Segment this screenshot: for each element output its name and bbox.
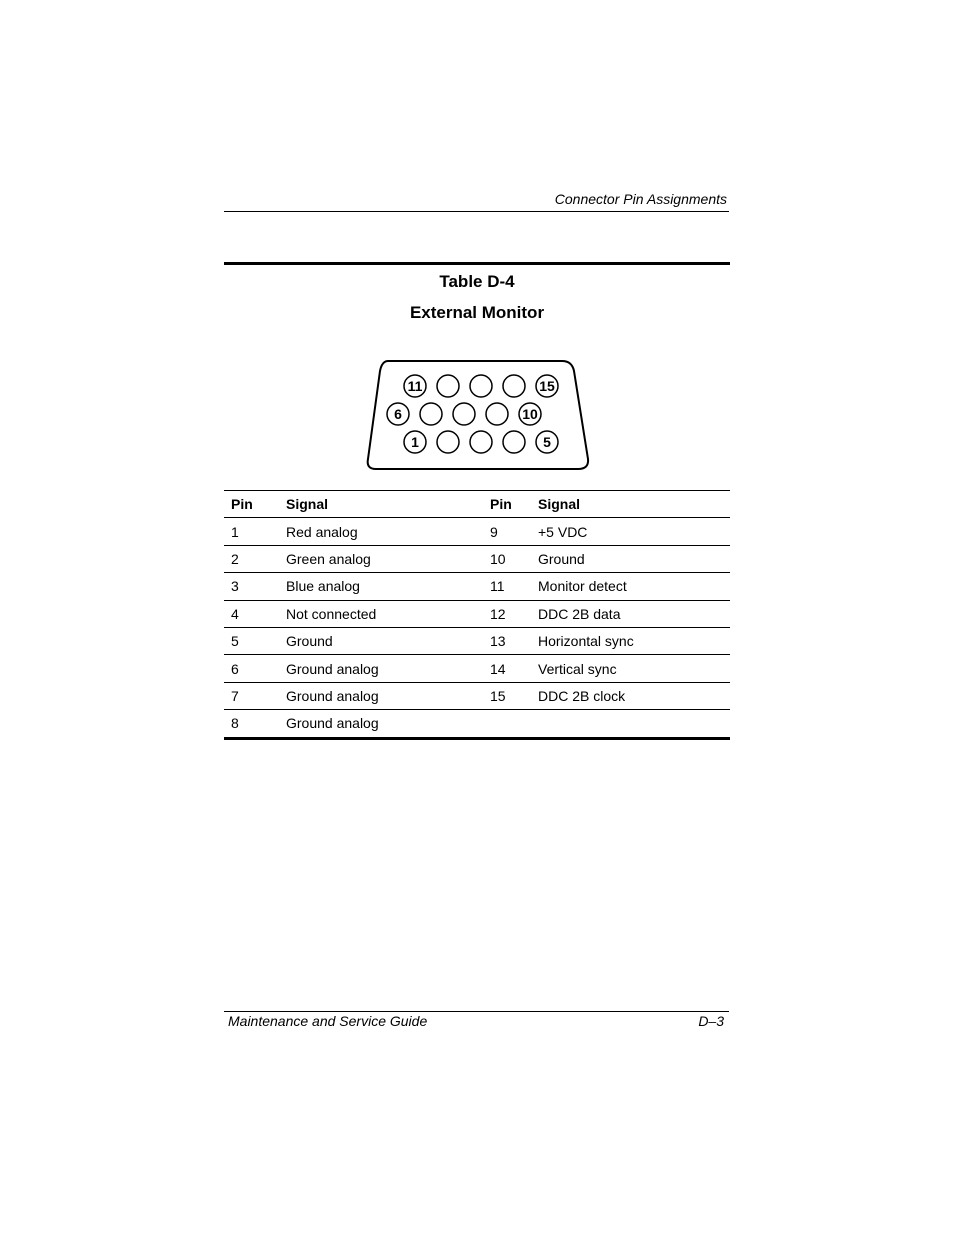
signal-name: DDC 2B clock xyxy=(538,687,626,704)
pin-number: 12 xyxy=(490,605,506,622)
pin-label-11: 11 xyxy=(407,378,423,394)
signal-name: Monitor detect xyxy=(538,578,627,595)
pin-assignment-table xyxy=(224,490,730,740)
signal-name: Not connected xyxy=(286,605,377,622)
table-row xyxy=(224,573,730,600)
signal-name: Blue analog xyxy=(286,578,360,595)
pin-number: 1 xyxy=(231,523,239,540)
table-top-rule xyxy=(224,262,730,265)
pin-number: 13 xyxy=(490,633,506,650)
footer-page-number: D–3 xyxy=(698,1013,724,1029)
column-header: Pin xyxy=(490,496,512,513)
pin-number: 8 xyxy=(231,715,239,732)
footer-book-title: Maintenance and Service Guide xyxy=(228,1013,428,1029)
signal-name xyxy=(538,710,730,738)
header-rule xyxy=(224,211,729,212)
table-row xyxy=(224,518,730,545)
signal-name: Ground xyxy=(286,633,333,650)
footer-rule xyxy=(224,1011,729,1012)
signal-name: Ground xyxy=(538,550,585,567)
table-number: Table D-4 xyxy=(439,272,515,291)
pin-label-10: 10 xyxy=(522,406,538,422)
table-header-row xyxy=(224,491,730,518)
pin-label-15: 15 xyxy=(539,378,555,394)
table-row xyxy=(224,627,730,654)
signal-name: +5 VDC xyxy=(538,523,588,540)
signal-name: Red analog xyxy=(286,523,358,540)
pin-number: 11 xyxy=(490,578,505,595)
signal-name: Vertical sync xyxy=(538,660,617,677)
column-header: Signal xyxy=(286,496,329,513)
column-header: Signal xyxy=(538,496,581,513)
pin-number: 15 xyxy=(490,687,506,704)
table-row xyxy=(224,600,730,627)
signal-name: Horizontal sync xyxy=(538,633,634,650)
pin-number xyxy=(490,710,538,738)
table-row xyxy=(224,545,730,572)
pin-number: 7 xyxy=(231,687,239,704)
pin-number: 4 xyxy=(231,605,239,622)
signal-name: Ground analog xyxy=(286,715,379,732)
pin-label-1: 1 xyxy=(411,434,419,450)
table-row xyxy=(224,682,730,709)
table-row xyxy=(224,710,730,738)
signal-name: Green analog xyxy=(286,550,371,567)
table-row xyxy=(224,655,730,682)
pin-number: 3 xyxy=(231,578,239,595)
signal-name: Ground analog xyxy=(286,687,379,704)
table-title: External Monitor xyxy=(409,303,545,322)
pin-number: 5 xyxy=(231,633,239,650)
pin-number: 2 xyxy=(231,550,239,567)
vga-connector-diagram xyxy=(366,359,590,471)
pin-label-5: 5 xyxy=(543,434,551,450)
pin-number: 6 xyxy=(231,660,239,677)
column-header: Pin xyxy=(231,496,253,513)
signal-name: Ground analog xyxy=(286,660,379,677)
pin-number: 10 xyxy=(490,550,506,567)
section-title: Connector Pin Assignments xyxy=(554,191,727,207)
pin-number: 14 xyxy=(490,660,506,677)
signal-name: DDC 2B data xyxy=(538,605,621,622)
pin-number: 9 xyxy=(490,523,498,540)
pin-label-6: 6 xyxy=(394,406,402,422)
